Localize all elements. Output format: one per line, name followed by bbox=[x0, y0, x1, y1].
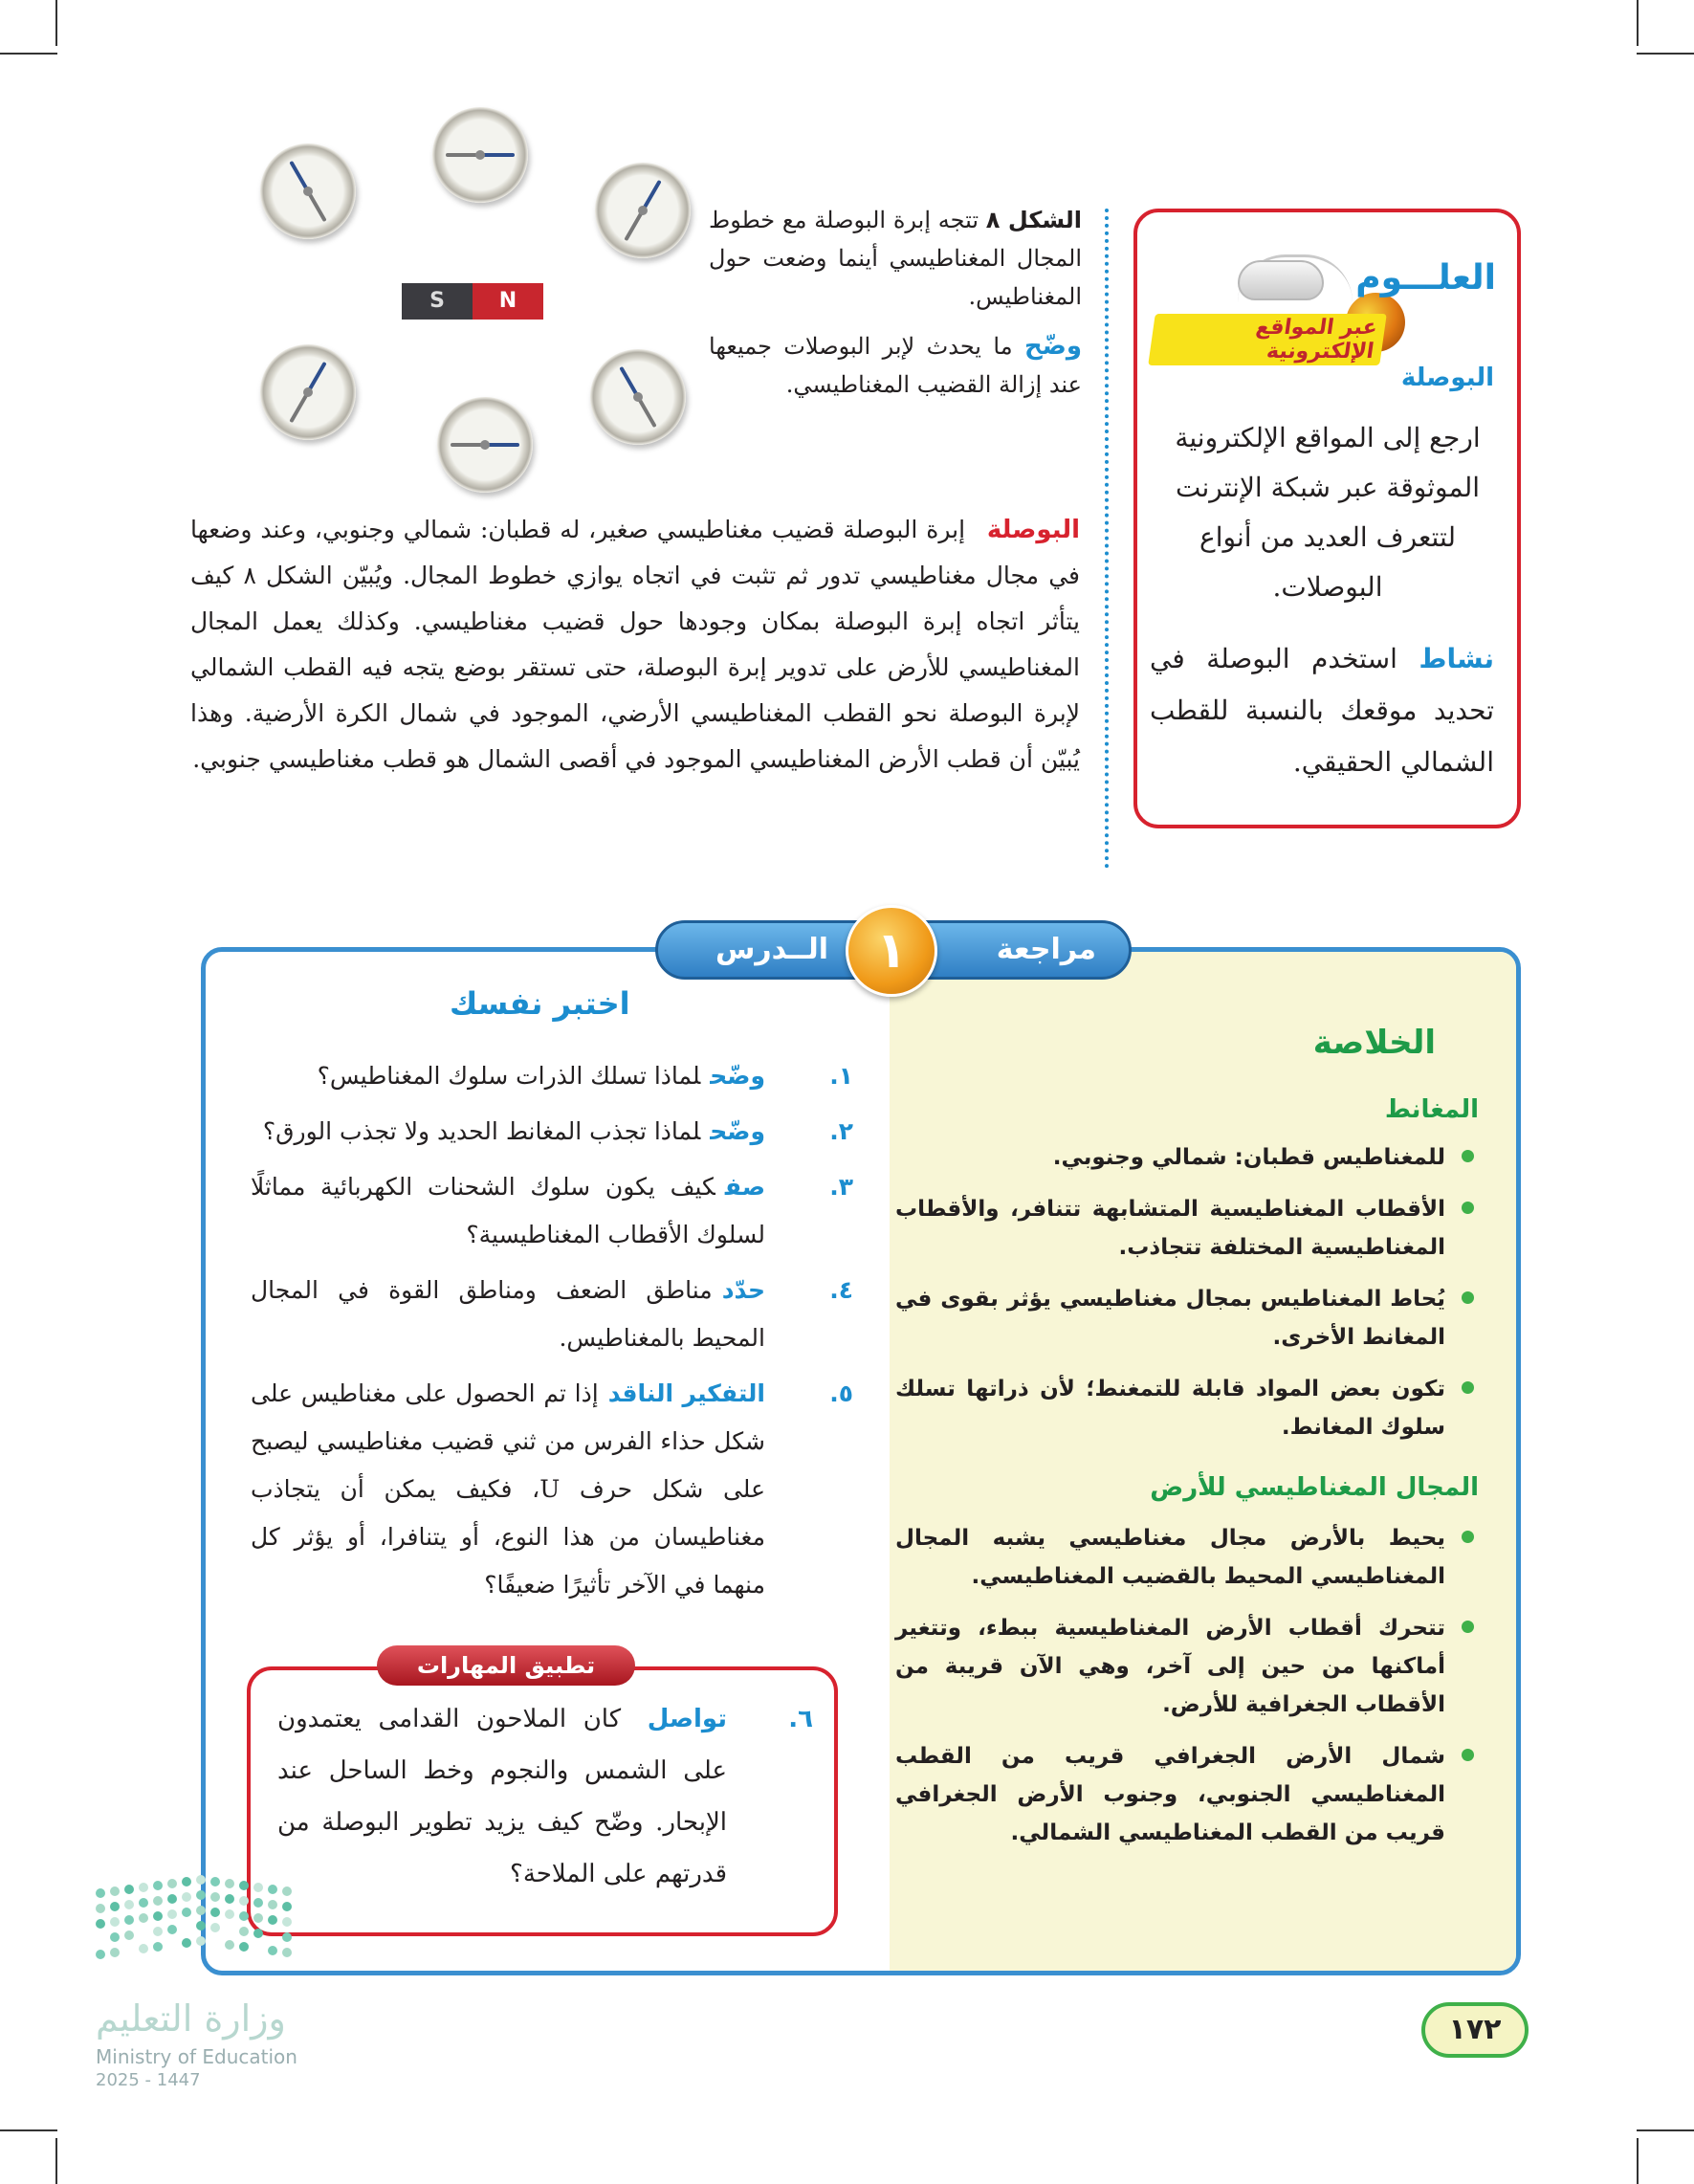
logo-dot bbox=[210, 1892, 220, 1902]
logo-dot bbox=[182, 1938, 191, 1948]
banner-lesson: الــدرس bbox=[715, 933, 829, 966]
compass-section-heading: البوصلة bbox=[1400, 364, 1494, 392]
logo-dot bbox=[282, 1902, 292, 1911]
figure-caption bbox=[709, 201, 1082, 404]
summary-item: شمال الأرض الجغرافي قريب من القطب المغناطيسي الجنوبي، وجنوب الأرض الجغرافي قريب من القطب المغناطيسي الشمالي. bbox=[895, 1737, 1474, 1852]
logo-dot bbox=[268, 1946, 277, 1955]
logo-dot bbox=[167, 1879, 177, 1888]
ministry-logo-icon bbox=[96, 1875, 306, 1990]
logo-dot bbox=[153, 1896, 163, 1906]
logo-dot bbox=[239, 1927, 249, 1936]
logo-dot bbox=[282, 1886, 292, 1896]
logo-dot bbox=[196, 1936, 206, 1946]
logo-dot bbox=[196, 1875, 206, 1885]
ministry-name-english: Ministry of Education bbox=[96, 2045, 297, 2068]
logo-dot bbox=[225, 1879, 234, 1888]
logo-dot bbox=[253, 1929, 263, 1938]
compass-icon bbox=[260, 143, 356, 239]
figure-label: الشكل ٨ bbox=[985, 207, 1082, 233]
logo-dot bbox=[110, 1932, 120, 1942]
logo-dot bbox=[253, 1883, 263, 1892]
logo-dot bbox=[96, 1919, 105, 1929]
column-separator bbox=[1105, 209, 1109, 869]
bullet-icon bbox=[1462, 1749, 1474, 1761]
logo-dot bbox=[124, 1930, 134, 1940]
question-item: ٤. حدّدمناطق الضعف ومناطق القوة في المجال المحيط بالمغناطيس. bbox=[251, 1276, 853, 1352]
summary-item: تتحرك أقطاب الأرض المغناطيسية ببطء، وتتغير أماكنها من حين إلى آخر، وهي الآن قريبة من الأقطاب الجغرافية للأرض. bbox=[895, 1609, 1474, 1724]
figure-task-text: ما يحدث لإبر البوصلات جميعها عند إزالة القضيب المغناطيسي. bbox=[709, 333, 1082, 398]
paragraph-keyword: البوصلة bbox=[986, 516, 1080, 544]
bullet-icon bbox=[1462, 1291, 1474, 1304]
summary-item: تكون بعض المواد قابلة للتمغنط؛ لأن ذراتها تسلك سلوك المغانط. bbox=[895, 1370, 1474, 1446]
ministry-year: 2025 - 1447 bbox=[96, 2070, 201, 2090]
crop-mark bbox=[1637, 2138, 1639, 2184]
summary-heading-earth-field: المجال المغناطيسي للأرض bbox=[1150, 1473, 1479, 1502]
logo-dot bbox=[268, 1900, 277, 1909]
logo-dot bbox=[153, 1911, 163, 1921]
crop-mark bbox=[1637, 2129, 1694, 2131]
logo-dot bbox=[139, 1944, 148, 1953]
logo-dot bbox=[282, 1932, 292, 1942]
science-online-box bbox=[1133, 209, 1521, 828]
summary-item: يحيط بالأرض مجال مغناطيسي يشبه المجال المغناطيسي المحيط بالقضيب المغناطيسي. bbox=[895, 1519, 1474, 1596]
logo-dot bbox=[153, 1942, 163, 1952]
logo-dot bbox=[196, 1906, 206, 1915]
logo-dot bbox=[225, 1894, 234, 1904]
test-yourself-title: اختبر نفسك bbox=[450, 985, 630, 1022]
summary-item: للمغناطيس قطبان: شمالي وجنوبي. bbox=[895, 1138, 1474, 1177]
bullet-icon bbox=[1462, 1150, 1474, 1162]
logo-dot bbox=[210, 1877, 220, 1886]
logo-dot bbox=[210, 1923, 220, 1932]
logo-dot bbox=[268, 1915, 277, 1925]
compass-icon bbox=[437, 397, 533, 493]
logo-dot bbox=[110, 1886, 120, 1896]
apply-skills-banner: تطبيق المهارات bbox=[377, 1645, 635, 1686]
activity-text: استخدم البوصلة في تحديد موقعك بالنسبة للقطب الشمالي الحقيقي. bbox=[1150, 643, 1494, 778]
logo-dot bbox=[182, 1908, 191, 1917]
compass-icon bbox=[432, 107, 528, 203]
logo-dot bbox=[239, 1881, 249, 1890]
web-activity bbox=[1150, 633, 1494, 788]
banner-review: مراجعة bbox=[996, 933, 1096, 966]
logo-dot bbox=[96, 1904, 105, 1913]
logo-dot bbox=[124, 1900, 134, 1909]
figure-8-compasses bbox=[251, 105, 700, 488]
logo-dot bbox=[210, 1908, 220, 1917]
logo-dot bbox=[124, 1915, 134, 1925]
lesson-number-badge: ١ bbox=[846, 905, 937, 997]
skills-question-number: ٦. bbox=[788, 1705, 813, 1733]
logo-dot bbox=[139, 1913, 148, 1923]
computer-mouse-icon bbox=[1238, 260, 1324, 300]
logo-dot bbox=[110, 1902, 120, 1911]
logo-dot bbox=[110, 1917, 120, 1927]
crop-mark bbox=[0, 53, 57, 55]
logo-dot bbox=[225, 1940, 234, 1950]
ministry-name-arabic: وزارة التعليم bbox=[96, 1997, 286, 2040]
logo-dot bbox=[239, 1942, 249, 1952]
science-online-subtitle: عبر المواقع الإلكترونية bbox=[1148, 314, 1387, 365]
logo-dot bbox=[124, 1885, 134, 1894]
logo-dot bbox=[167, 1925, 177, 1934]
activity-label: نشاط bbox=[1419, 643, 1494, 674]
figure-caption-text: تتجه إبرة البوصلة مع خطوط المجال المغناطيسي أينما وضعت حول المغناطيس. bbox=[709, 207, 1082, 310]
logo-dot bbox=[110, 1948, 120, 1957]
question-item: ١. وضّحلماذا تسلك الذرات سلوك المغناطيس؟ bbox=[317, 1062, 853, 1090]
web-box-body: ارجع إلى المواقع الإلكترونية الموثوقة عبر شبكة الإنترنت لتتعرف العديد من أنواع البوصلات. bbox=[1175, 422, 1481, 603]
science-online-title: العلـــوم bbox=[1355, 258, 1496, 298]
logo-dot bbox=[239, 1911, 249, 1921]
question-item: ٥. التفكير الناقدإذا تم الحصول على مغناطيس على شكل حذاء الفرس من ثني قضيب مغناطيسي ليصبح على شكل حرف U، فكيف يمكن أن يتجاذب مغناطيسان من هذا النوع، أو يتنافرا، أو يؤثر كل منهما في الآخر تأثيرًا ضعيفًا؟ bbox=[251, 1379, 853, 1599]
logo-dot bbox=[167, 1909, 177, 1919]
logo-dot bbox=[253, 1898, 263, 1908]
summary-list-magnets bbox=[895, 1138, 1474, 1460]
logo-dot bbox=[268, 1885, 277, 1894]
page-number: ١٧٢ bbox=[1421, 2002, 1529, 2058]
paragraph-text: إبرة البوصلة قضيب مغناطيسي صغير، له قطبان: شمالي وجنوبي، وعند وضعها في مجال مغناطيسي تدور ثم تثبت في اتجاه يوازي خطوط المجال. ويُبيّن الشكل ٨ كيف يتأثر اتجاه إبرة البوصلة بمكان وجودها حول قضيب مغناطيسي. وكذلك يعمل المجال المغناطيسي للأرض على تدوير إبرة البوصلة، حتى تستقر بوضع يتجه فيه القطب الشمالي لإبرة البوصلة نحو القطب المغناطيسي الأرضي، الموجود في شمال الكرة الأرضية. وهذا يُبيّن أن قطب الأرض المغناطيسي الموجود في أقصى الشمال هو قطب مغناطيسي جنوبي. bbox=[190, 516, 1080, 773]
compass-icon bbox=[260, 344, 356, 440]
bullet-icon bbox=[1462, 1202, 1474, 1214]
logo-dot bbox=[167, 1894, 177, 1904]
logo-dot bbox=[96, 1950, 105, 1959]
science-online-header bbox=[1152, 237, 1496, 364]
bar-magnet bbox=[402, 283, 543, 320]
summary-list-earth-field bbox=[895, 1519, 1474, 1865]
logo-dot bbox=[282, 1917, 292, 1927]
skills-question-verb: تواصل bbox=[647, 1705, 727, 1733]
logo-dot bbox=[182, 1877, 191, 1886]
summary-item: الأقطاب المغناطيسية المتشابهة تتنافر، والأقطاب المغناطيسية المختلفة تتجاذب. bbox=[895, 1190, 1474, 1267]
question-list bbox=[251, 1052, 853, 1617]
logo-dot bbox=[153, 1881, 163, 1890]
logo-dot bbox=[153, 1927, 163, 1936]
compass-paragraph bbox=[190, 507, 1080, 783]
crop-mark bbox=[1637, 0, 1639, 46]
logo-dot bbox=[282, 1948, 292, 1957]
figure-task-verb: وضّح bbox=[1023, 332, 1082, 361]
skills-question bbox=[277, 1693, 813, 1900]
summary-heading-magnets: المغانط bbox=[1384, 1095, 1479, 1124]
skills-question-text: كان الملاحون القدامى يعتمدون على الشمس والنجوم وخط الساحل عند الإبحار. وضّح كيف يزيد تطوير البوصلة من قدرتهم على الملاحة؟ bbox=[277, 1705, 727, 1888]
question-item: ٢. وضّحلماذا تجذب المغانط الحديد ولا تجذب الورق؟ bbox=[262, 1117, 853, 1145]
logo-dot bbox=[196, 1890, 206, 1900]
crop-mark bbox=[55, 2138, 57, 2184]
logo-dot bbox=[225, 1909, 234, 1919]
crop-mark bbox=[0, 2129, 57, 2131]
logo-dot bbox=[182, 1892, 191, 1902]
question-item: ٣. صفكيف يكون سلوك الشحنات الكهربائية مماثلًا لسلوك الأقطاب المغناطيسية؟ bbox=[251, 1173, 853, 1248]
bullet-icon bbox=[1462, 1531, 1474, 1543]
logo-dot bbox=[139, 1883, 148, 1892]
logo-dot bbox=[239, 1896, 249, 1906]
magnet-north-pole: N bbox=[473, 283, 543, 320]
summary-title: الخلاصة bbox=[1312, 1024, 1436, 1062]
crop-mark bbox=[55, 0, 57, 46]
logo-dot bbox=[253, 1913, 263, 1923]
bullet-icon bbox=[1462, 1381, 1474, 1394]
logo-dot bbox=[196, 1921, 206, 1930]
summary-item: يُحاط المغناطيس بمجال مغناطيسي يؤثر بقوى في المغانط الأخرى. bbox=[895, 1280, 1474, 1357]
bullet-icon bbox=[1462, 1621, 1474, 1633]
logo-dot bbox=[139, 1898, 148, 1908]
magnet-south-pole: S bbox=[402, 283, 473, 320]
compass-icon bbox=[595, 163, 691, 258]
logo-dot bbox=[96, 1888, 105, 1898]
crop-mark bbox=[1637, 53, 1694, 55]
compass-icon bbox=[590, 349, 686, 445]
